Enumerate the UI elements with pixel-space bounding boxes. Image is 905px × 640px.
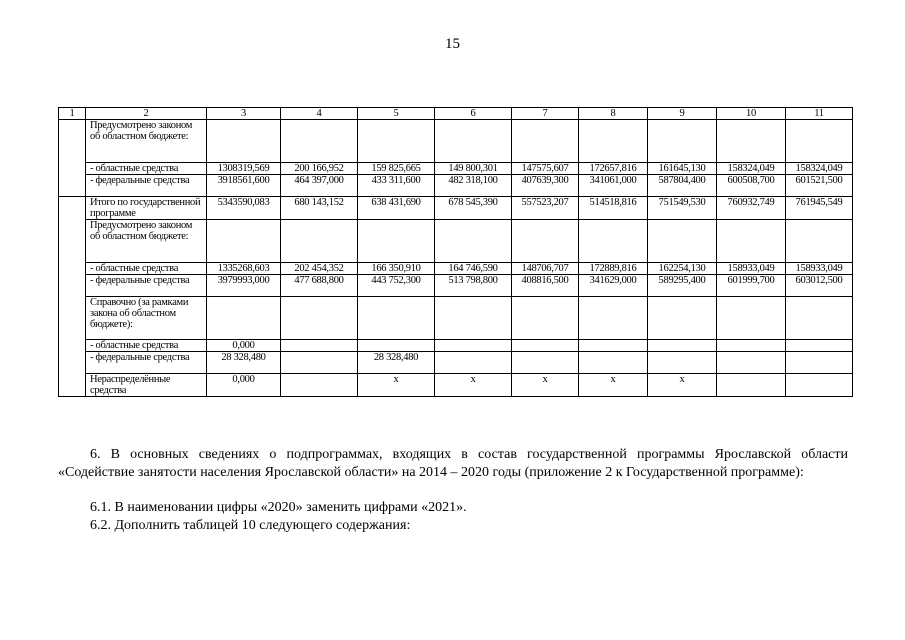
value-cell [358,297,435,340]
value-cell: х [579,374,648,397]
value-cell: 601521,500 [786,175,853,197]
value-cell [358,220,435,263]
table-row [59,163,853,175]
value-cell: 158324,049 [717,163,786,175]
value-cell: 341629,000 [579,275,648,297]
value-cell [579,220,648,263]
value-cell: 433 311,600 [358,175,435,197]
value-cell: 159 825,665 [358,163,435,175]
column-number: 7 [512,108,579,120]
value-cell: 158324,049 [786,163,853,175]
value-cell: 603012,500 [786,275,853,297]
value-cell: 200 166,952 [281,163,358,175]
row-label: Итого по государственной программе [86,197,207,220]
value-cell [717,297,786,340]
column-number: 3 [207,108,281,120]
value-cell: х [435,374,512,397]
value-cell: 3979993,000 [207,275,281,297]
value-cell: 482 318,100 [435,175,512,197]
value-cell: 28 328,480 [358,352,435,374]
value-cell [281,297,358,340]
value-cell: 761945,549 [786,197,853,220]
value-cell: 514518,816 [579,197,648,220]
value-cell [717,220,786,263]
value-cell [786,340,853,352]
value-cell [512,352,579,374]
value-cell [717,374,786,397]
value-cell: 589295,400 [648,275,717,297]
value-cell [281,120,358,163]
column-number-row [59,108,853,120]
value-cell: 600508,700 [717,175,786,197]
value-cell: 28 328,480 [207,352,281,374]
paragraph-6: 6. В основных сведениях о подпрограммах, входящих в состав государственной программы Ярославской области «Содействие занятости населения Ярославской области» на 2014 – 2020 годы (приложение 2 к Государственной программе): [58,447,848,480]
row-number-cell [59,197,86,397]
paragraph-6-1: 6.1. В наименовании цифры «2020» заменить цифрами «2021». [90,500,467,515]
value-cell [648,220,717,263]
value-cell: 164 746,590 [435,263,512,275]
value-cell: 513 798,800 [435,275,512,297]
value-cell [207,297,281,340]
row-label: Предусмотрено законом об областном бюджете: [86,120,207,163]
table-row [59,220,853,263]
value-cell: 760932,749 [717,197,786,220]
value-cell: 161645,130 [648,163,717,175]
value-cell: 601999,700 [717,275,786,297]
row-label: - федеральные средства [86,175,207,197]
value-cell [512,340,579,352]
value-cell [579,340,648,352]
row-label: - областные средства [86,263,207,275]
value-cell: 408816,500 [512,275,579,297]
value-cell: 680 143,152 [281,197,358,220]
value-cell [512,120,579,163]
value-cell [648,352,717,374]
value-cell [717,352,786,374]
value-cell: 751549,530 [648,197,717,220]
value-cell [281,352,358,374]
value-cell: 341061,000 [579,175,648,197]
value-cell [435,340,512,352]
column-number: 9 [648,108,717,120]
value-cell: 587804,400 [648,175,717,197]
value-cell [207,220,281,263]
table-row [59,340,853,352]
value-cell: 158933,049 [717,263,786,275]
value-cell: 5343590,083 [207,197,281,220]
value-cell [512,220,579,263]
value-cell [579,352,648,374]
value-cell: 147575,607 [512,163,579,175]
value-cell [786,120,853,163]
row-label: - федеральные средства [86,352,207,374]
value-cell [281,340,358,352]
column-number: 4 [281,108,358,120]
table-row [59,275,853,297]
value-cell: 557523,207 [512,197,579,220]
column-number: 2 [86,108,207,120]
column-number: 10 [717,108,786,120]
value-cell: 148706,707 [512,263,579,275]
budget-table [58,107,853,397]
value-cell: 166 350,910 [358,263,435,275]
column-number: 1 [59,108,86,120]
row-label: - федеральные средства [86,275,207,297]
value-cell: 149 800,301 [435,163,512,175]
row-label: Справочно (за рамками закона об областном бюджете): [86,297,207,340]
value-cell [786,220,853,263]
value-cell [435,120,512,163]
value-cell [579,297,648,340]
value-cell: 638 431,690 [358,197,435,220]
value-cell [648,120,717,163]
table-row [59,263,853,275]
page-number: 15 [445,36,460,52]
column-number: 6 [435,108,512,120]
value-cell [786,297,853,340]
value-cell [786,352,853,374]
value-cell [435,352,512,374]
value-cell [435,220,512,263]
row-label: - областные средства [86,340,207,352]
value-cell: 1335268,603 [207,263,281,275]
column-number: 8 [579,108,648,120]
value-cell: х [648,374,717,397]
value-cell [579,120,648,163]
value-cell: 1308319,569 [207,163,281,175]
column-number: 5 [358,108,435,120]
value-cell: 443 752,300 [358,275,435,297]
column-number: 11 [786,108,853,120]
value-cell: х [512,374,579,397]
value-cell: 678 545,390 [435,197,512,220]
value-cell [358,120,435,163]
value-cell: х [358,374,435,397]
value-cell: 172889,816 [579,263,648,275]
row-number-cell [59,120,86,197]
row-label: - областные средства [86,163,207,175]
value-cell [648,297,717,340]
value-cell: 172657,816 [579,163,648,175]
value-cell [358,340,435,352]
value-cell: 464 397,000 [281,175,358,197]
value-cell: 0,000 [207,374,281,397]
row-label: Нераспределённые средства [86,374,207,397]
paragraph-6-2: 6.2. Дополнить таблицей 10 следующего содержания: [90,518,411,533]
table-row [59,120,853,163]
value-cell [435,297,512,340]
row-label: Предусмотрено законом об областном бюджете: [86,220,207,263]
value-cell: 3918561,600 [207,175,281,197]
value-cell [281,220,358,263]
value-cell [281,374,358,397]
value-cell [786,374,853,397]
table-row [59,197,853,220]
value-cell: 0,000 [207,340,281,352]
table-row [59,352,853,374]
value-cell [648,340,717,352]
value-cell [717,120,786,163]
table-row [59,297,853,340]
value-cell: 202 454,352 [281,263,358,275]
table-row [59,175,853,197]
value-cell: 158933,049 [786,263,853,275]
value-cell [512,297,579,340]
table-body [59,108,853,397]
value-cell: 477 688,800 [281,275,358,297]
value-cell: 407639,300 [512,175,579,197]
value-cell: 162254,130 [648,263,717,275]
value-cell [207,120,281,163]
table-row [59,374,853,397]
value-cell [717,340,786,352]
